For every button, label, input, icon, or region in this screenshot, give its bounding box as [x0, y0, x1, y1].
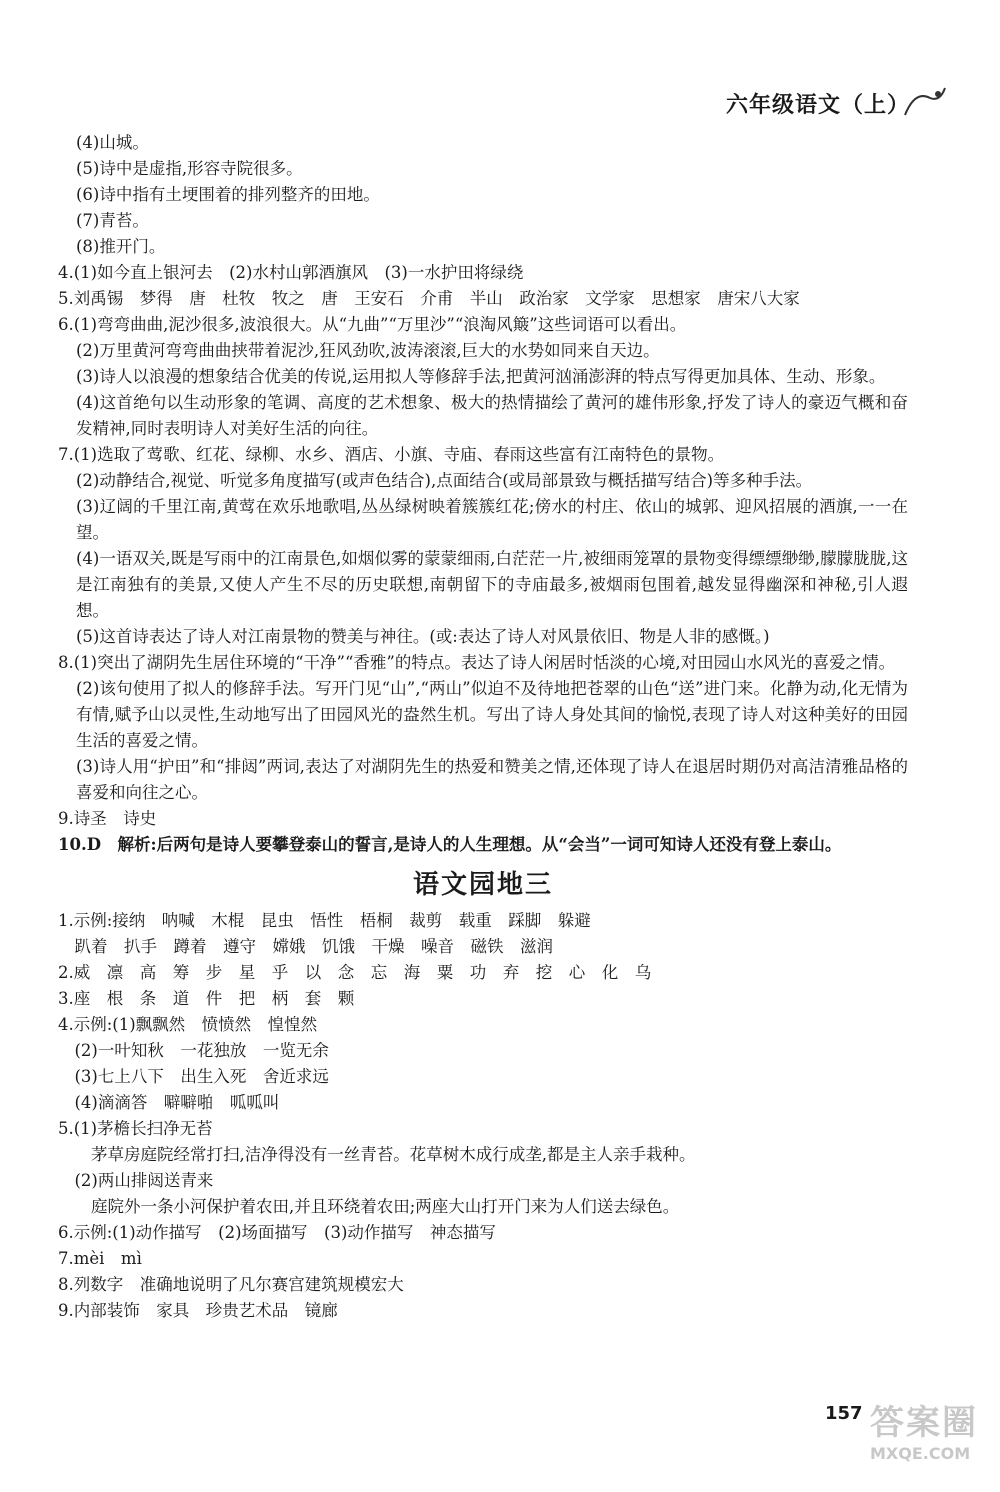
- answer-line: (3)七上八下 出生入死 舍近求远: [58, 1067, 329, 1086]
- answer-line: 9.诗圣 诗史: [58, 809, 157, 828]
- answer-line: 9.内部装饰 家具 珍贵艺术品 镜廊: [58, 1301, 338, 1320]
- answer-line: (8)推开门。: [76, 237, 166, 256]
- answer-line: (2)两山排闼送青来: [58, 1171, 214, 1190]
- answer-line: 2.威 凛 高 筹 步 星 乎 以 念 忘 海 粟 功 弃 挖 心 化 乌: [58, 963, 652, 982]
- answer-line: 6.示例:(1)动作描写 (2)场面描写 (3)动作描写 神态描写: [58, 1223, 496, 1242]
- answer-line: (3)诗人以浪漫的想象结合优美的传说,运用拟人等修辞手法,把黄河汹涌澎湃的特点写得更加具体、生动、形象。: [76, 367, 886, 386]
- section-title: 语文园地三: [412, 870, 553, 900]
- answer-line: 7.mèi mì: [58, 1249, 142, 1268]
- header-title: 六年级语文（上）: [725, 93, 910, 118]
- answer-line: 8.列数字 准确地说明了凡尔赛宫建筑规模宏大: [58, 1275, 404, 1294]
- answer-line: (5)这首诗表达了诗人对江南景物的赞美与神往。(或:表达了诗人对风景依旧、物是人非的感慨。): [76, 627, 770, 646]
- answer-line: (4)山城。: [76, 133, 149, 152]
- answer-line: (7)青苔。: [76, 211, 149, 230]
- answer-line: (3)诗人用“护田”和“排闼”两词,表达了对湖阴先生的热爱和赞美之情,还体现了诗人在退居时期仍对高洁清雅品格的喜爱和向往之心。: [76, 757, 908, 802]
- answer-line: (6)诗中指有土埂围着的排列整齐的田地。: [76, 185, 380, 204]
- answer-line: (3)辽阔的千里江南,黄莺在欢乐地歌唱,丛丛绿树映着簇簇红花;傍水的村庄、依山的城郭、迎风招展的酒旗,一一在望。: [76, 497, 908, 542]
- answer-line: (2)万里黄河弯弯曲曲挟带着泥沙,狂风劲吹,波涛滚滚,巨大的水势如同来自天边。: [76, 341, 660, 360]
- answer-line: 5.(1)茅檐长扫净无苔: [58, 1119, 213, 1138]
- answer-line: 5.刘禹锡 梦得 唐 杜牧 牧之 唐 王安石 介甫 半山 政治家 文学家 思想家 唐宋八大家: [58, 289, 800, 308]
- page-header: [726, 88, 910, 119]
- answer-line: (2)一叶知秋 一花独放 一览无余: [58, 1041, 329, 1060]
- answer-line: 6.(1)弯弯曲曲,泥沙很多,波浪很大。从“九曲”“万里沙”“浪淘风簸”这些词语可以看出。: [58, 315, 687, 334]
- answer-line: 8.(1)突出了湖阴先生居住环境的“干净”“香雅”的特点。表达了诗人闲居时恬淡的心境,对田园山水风光的喜爱之情。: [58, 653, 896, 672]
- answer-line: (4)这首绝句以生动形象的笔调、高度的艺术想象、极大的热情描绘了黄河的雄伟形象,抒发了诗人的豪迈气概和奋发精神,同时表明诗人对美好生活的向往。: [76, 393, 908, 438]
- answer-line: 庭院外一条小河保护着农田,并且环绕着农田;两座大山打开门来为人们送去绿色。: [58, 1197, 680, 1216]
- answer-line: 趴着 扒手 蹲着 遵守 嫦娥 饥饿 干燥 噪音 磁铁 滋润: [58, 937, 553, 956]
- watermark-logo: [870, 1395, 990, 1480]
- answer-line: (2)该句使用了拟人的修辞手法。写开门见“山”,“两山”似迫不及待地把苍翠的山色“送”进门来。化静为动,化无情为有情,赋予山以灵性,生动地写出了田园风光的盎然生机。写出了诗人身处其间的愉悦,表现了诗人对这种美好的田园生活的喜爱之情。: [76, 679, 908, 750]
- answer-line: (2)动静结合,视觉、听觉多角度描写(或声色结合),点面结合(或局部景致与概括描写结合)等多种手法。: [76, 471, 813, 490]
- answer-line: 7.(1)选取了莺歌、红花、绿柳、水乡、酒店、小旗、寺庙、春雨这些富有江南特色的景物。: [58, 445, 725, 464]
- watermark-text: 答案圈: [870, 1403, 978, 1443]
- answer-line: (5)诗中是虚指,形容寺院很多。: [76, 159, 303, 178]
- answer-line: 1.示例:接纳 呐喊 木棍 昆虫 悟性 梧桐 裁剪 载重 踩脚 躲避: [58, 911, 591, 930]
- header-decoration-icon: [900, 80, 950, 120]
- answer-line: 4.(1)如今直上银河去 (2)水村山郭酒旗风 (3)一水护田将绿绕: [58, 263, 524, 282]
- answer-content: [58, 130, 908, 1324]
- answer-line: 茅草房庭院经常打扫,洁净得没有一丝青苔。花草树木成行成垄,都是主人亲手栽种。: [58, 1145, 696, 1164]
- answer-line: 10.D 解析:后两句是诗人要攀登泰山的誓言,是诗人的人生理想。从“会当”一词可知诗人还没有登上泰山。: [58, 835, 842, 854]
- answer-line: 3.座 根 条 道 件 把 柄 套 颗: [58, 989, 355, 1008]
- answer-line: (4)一语双关,既是写雨中的江南景色,如烟似雾的蒙蒙细雨,白茫茫一片,被细雨笼罩的景物变得缥缥缈缈,朦朦胧胧,这是江南独有的美景,又使人产生不尽的历史联想,南朝留下的寺庙最多,被烟雨包围着,越发显得幽深和神秘,引人遐想。: [76, 549, 908, 620]
- page-number: 157: [825, 1403, 863, 1424]
- watermark-url: MXQE.COM: [870, 1444, 971, 1463]
- answer-line: 4.示例:(1)飘飘然 愤愤然 惶惶然: [58, 1015, 318, 1034]
- answer-line: (4)滴滴答 噼噼啪 呱呱叫: [58, 1093, 280, 1112]
